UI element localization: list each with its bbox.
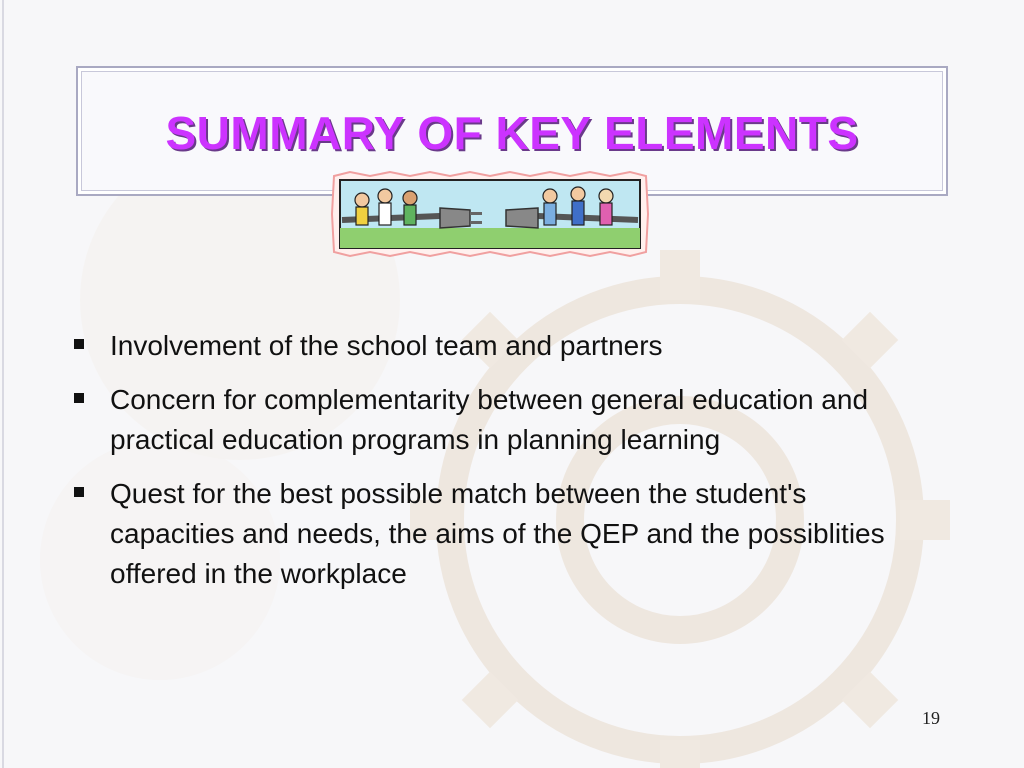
square-bullet-icon (74, 339, 84, 349)
people-connecting-plug-clipart-icon (330, 170, 650, 258)
bullet-text: Involvement of the school team and partners (110, 330, 663, 361)
bullet-item (74, 326, 890, 366)
page-number: 19 (922, 708, 940, 728)
bullet-item (74, 474, 890, 594)
square-bullet-icon (74, 393, 84, 403)
bullet-text: Concern for complementarity between general education and practical education programs in planning learning (110, 384, 869, 455)
bullet-item (74, 380, 890, 460)
slide-title: SUMMARY OF KEY ELEMENTS (165, 107, 859, 159)
square-bullet-icon (74, 487, 84, 497)
bullet-text: Quest for the best possible match between the student's capacities and needs, the aims of the QEP and the possiblities offered in the workplace (110, 478, 885, 589)
bullet-list (74, 326, 934, 608)
